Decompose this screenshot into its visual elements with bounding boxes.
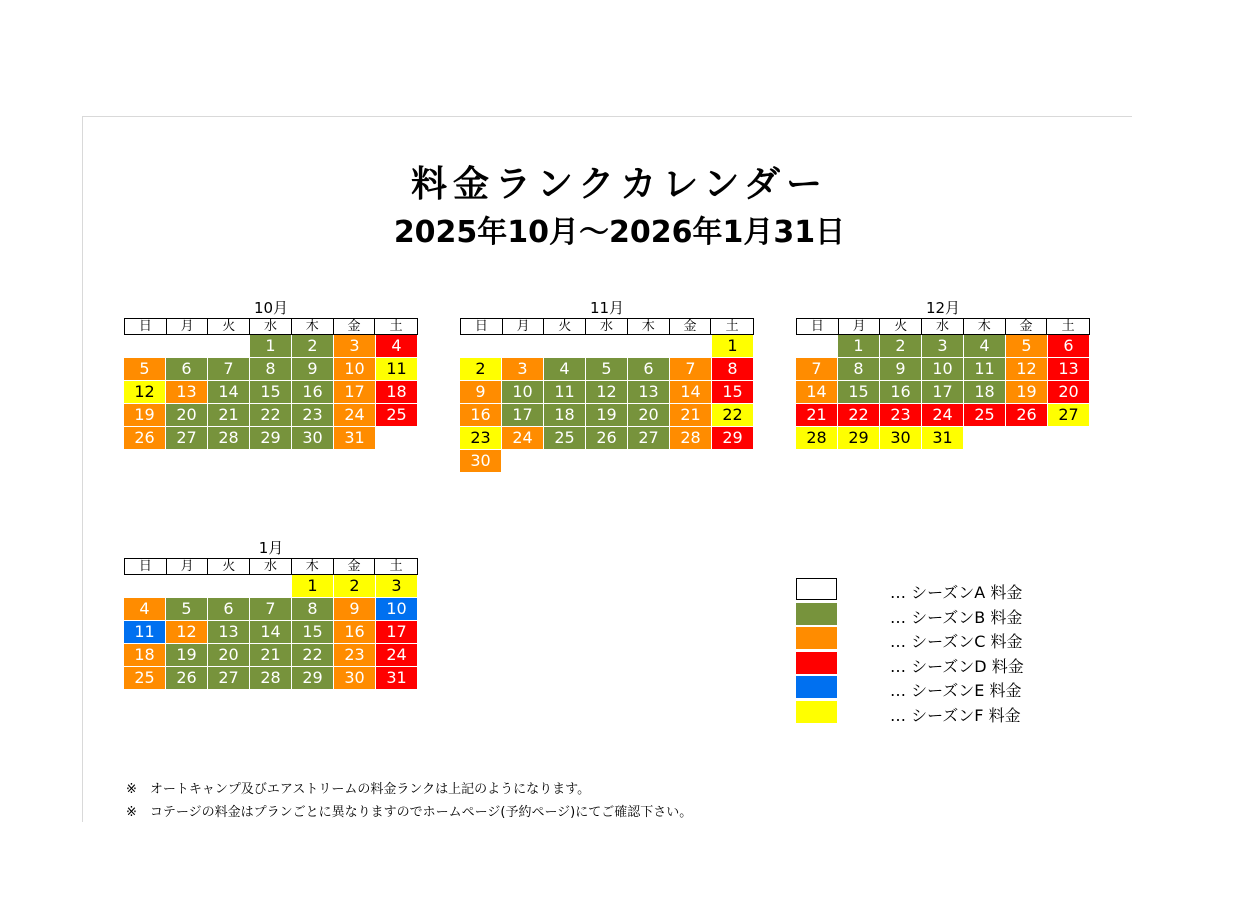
day-cell: 2	[460, 358, 502, 381]
day-cell: 28	[250, 667, 292, 690]
empty-cell	[670, 335, 712, 358]
day-cell: 31	[922, 427, 964, 450]
legend-label: … シーズンF 料金	[890, 705, 1021, 725]
weekday-header-cell: 金	[670, 319, 712, 334]
legend-label: … シーズンB 料金	[890, 607, 1023, 627]
day-cell: 18	[544, 404, 586, 427]
day-cell: 22	[250, 404, 292, 427]
day-cell: 29	[838, 427, 880, 450]
day-cell: 6	[208, 598, 250, 621]
day-cell: 26	[124, 427, 166, 450]
weekday-header	[124, 318, 418, 335]
weekday-header-cell: 土	[389, 559, 403, 574]
page-frame-top	[82, 116, 1132, 117]
empty-cell	[250, 575, 292, 598]
day-cell: 10	[502, 381, 544, 404]
day-cell: 5	[166, 598, 208, 621]
month-label: 11月	[589, 299, 625, 317]
day-cell: 23	[880, 404, 922, 427]
day-cell: 29	[712, 427, 754, 450]
day-cell: 30	[880, 427, 922, 450]
legend-swatch	[796, 701, 837, 723]
day-cell: 27	[628, 427, 670, 450]
weekday-header-cell: 土	[725, 319, 739, 334]
day-cell: 8	[292, 598, 334, 621]
calendar-november	[460, 299, 754, 473]
weekday-header-cell: 月	[839, 319, 881, 334]
day-cell: 5	[586, 358, 628, 381]
day-cell: 8	[712, 358, 754, 381]
day-cell: 20	[208, 644, 250, 667]
calendar-december	[796, 299, 1090, 450]
empty-cell	[208, 575, 250, 598]
day-grid	[124, 335, 418, 450]
day-cell: 23	[334, 644, 376, 667]
page-subtitle: 2025年10月～2026年1月31日	[393, 215, 846, 250]
day-cell: 11	[964, 358, 1006, 381]
day-cell: 5	[124, 358, 166, 381]
day-cell: 16	[334, 621, 376, 644]
day-cell: 23	[460, 427, 502, 450]
day-cell: 3	[376, 575, 418, 598]
day-cell: 7	[208, 358, 250, 381]
day-cell: 25	[544, 427, 586, 450]
day-cell: 30	[334, 667, 376, 690]
day-cell: 7	[670, 358, 712, 381]
day-cell: 29	[292, 667, 334, 690]
day-cell: 28	[208, 427, 250, 450]
weekday-header-cell: 水	[250, 559, 292, 574]
weekday-header-cell: 木	[292, 559, 334, 574]
legend-swatch	[796, 578, 837, 600]
day-cell: 30	[460, 450, 502, 473]
day-cell: 19	[586, 404, 628, 427]
legend-swatch	[796, 652, 837, 674]
day-cell: 27	[166, 427, 208, 450]
day-cell: 13	[628, 381, 670, 404]
day-cell: 14	[208, 381, 250, 404]
day-cell: 16	[460, 404, 502, 427]
day-cell: 17	[502, 404, 544, 427]
weekday-header-cell: 金	[334, 559, 376, 574]
day-cell: 10	[334, 358, 376, 381]
day-cell: 12	[586, 381, 628, 404]
day-cell: 2	[880, 335, 922, 358]
day-cell: 4	[964, 335, 1006, 358]
weekday-header-cell: 金	[334, 319, 376, 334]
day-cell: 6	[1048, 335, 1090, 358]
day-cell: 3	[334, 335, 376, 358]
day-cell: 25	[376, 404, 418, 427]
day-cell: 12	[124, 381, 166, 404]
day-cell: 19	[124, 404, 166, 427]
empty-cell	[208, 335, 250, 358]
day-cell: 21	[796, 404, 838, 427]
empty-cell	[502, 335, 544, 358]
day-cell: 13	[208, 621, 250, 644]
day-cell: 20	[166, 404, 208, 427]
day-grid	[460, 335, 754, 473]
legend-label: … シーズンA 料金	[890, 583, 1023, 602]
empty-cell	[460, 335, 502, 358]
day-cell: 1	[250, 335, 292, 358]
weekday-header-cell: 木	[628, 319, 670, 334]
day-cell: 9	[292, 358, 334, 381]
day-cell: 11	[124, 621, 166, 644]
day-cell: 28	[670, 427, 712, 450]
day-cell: 15	[292, 621, 334, 644]
day-cell: 27	[1048, 404, 1090, 427]
weekday-header-cell: 月	[167, 319, 209, 334]
day-cell: 22	[712, 404, 754, 427]
day-cell: 21	[250, 644, 292, 667]
weekday-header-cell: 金	[1006, 319, 1048, 334]
day-cell: 23	[292, 404, 334, 427]
weekday-header-cell: 日	[797, 319, 839, 334]
empty-cell	[166, 335, 208, 358]
empty-cell	[796, 335, 838, 358]
weekday-header	[460, 318, 754, 335]
day-cell: 18	[376, 381, 418, 404]
day-cell: 10	[922, 358, 964, 381]
day-cell: 24	[334, 404, 376, 427]
day-cell: 20	[628, 404, 670, 427]
weekday-header-cell: 月	[167, 559, 209, 574]
weekday-header-cell: 土	[1061, 319, 1075, 334]
note-autocamp: ※ オートキャンプ及びエアストリームの料金ランクは上記のようになります。	[126, 782, 591, 797]
day-cell: 17	[376, 621, 418, 644]
day-cell: 3	[502, 358, 544, 381]
legend-swatch	[796, 627, 837, 649]
day-cell: 9	[880, 358, 922, 381]
day-cell: 4	[544, 358, 586, 381]
weekday-header-cell: 火	[880, 319, 922, 334]
empty-cell	[586, 335, 628, 358]
day-cell: 27	[208, 667, 250, 690]
weekday-header-cell: 日	[461, 319, 503, 334]
day-cell: 24	[376, 644, 418, 667]
day-cell: 13	[166, 381, 208, 404]
day-cell: 22	[292, 644, 334, 667]
day-cell: 16	[292, 381, 334, 404]
day-cell: 13	[1048, 358, 1090, 381]
day-cell: 6	[628, 358, 670, 381]
legend-label: … シーズンD 料金	[890, 656, 1024, 676]
weekday-header-cell: 水	[586, 319, 628, 334]
day-cell: 4	[376, 335, 418, 358]
weekday-header-cell: 木	[964, 319, 1006, 334]
day-cell: 26	[586, 427, 628, 450]
day-cell: 10	[376, 598, 418, 621]
day-cell: 14	[250, 621, 292, 644]
day-cell: 11	[544, 381, 586, 404]
day-cell: 4	[124, 598, 166, 621]
day-cell: 21	[670, 404, 712, 427]
empty-cell	[628, 335, 670, 358]
day-cell: 28	[796, 427, 838, 450]
weekday-header-cell: 火	[208, 319, 250, 334]
month-label: 1月	[258, 539, 284, 557]
empty-cell	[544, 335, 586, 358]
day-cell: 25	[124, 667, 166, 690]
weekday-header-cell: 月	[503, 319, 545, 334]
day-cell: 25	[964, 404, 1006, 427]
month-label: 10月	[253, 299, 289, 317]
day-cell: 19	[1006, 381, 1048, 404]
day-cell: 2	[334, 575, 376, 598]
legend-label: … シーズンE 料金	[890, 681, 1022, 701]
weekday-header	[796, 318, 1090, 335]
weekday-header	[124, 558, 418, 575]
legend-swatch	[796, 676, 837, 698]
day-cell: 8	[838, 358, 880, 381]
weekday-header-cell: 火	[208, 559, 250, 574]
day-cell: 20	[1048, 381, 1090, 404]
day-cell: 1	[292, 575, 334, 598]
day-cell: 7	[796, 358, 838, 381]
weekday-header-cell: 木	[292, 319, 334, 334]
calendar-january	[124, 539, 418, 690]
day-cell: 9	[334, 598, 376, 621]
day-grid	[124, 575, 418, 690]
day-cell: 8	[250, 358, 292, 381]
day-cell: 24	[502, 427, 544, 450]
day-cell: 14	[796, 381, 838, 404]
day-cell: 31	[334, 427, 376, 450]
day-cell: 14	[670, 381, 712, 404]
day-cell: 12	[166, 621, 208, 644]
day-cell: 5	[1006, 335, 1048, 358]
day-cell: 30	[292, 427, 334, 450]
day-cell: 21	[208, 404, 250, 427]
empty-cell	[124, 335, 166, 358]
day-cell: 12	[1006, 358, 1048, 381]
month-label: 12月	[925, 299, 961, 317]
day-cell: 2	[292, 335, 334, 358]
weekday-header-cell: 日	[125, 319, 167, 334]
day-cell: 18	[124, 644, 166, 667]
day-cell: 15	[712, 381, 754, 404]
day-cell: 1	[838, 335, 880, 358]
day-cell: 15	[250, 381, 292, 404]
day-cell: 26	[166, 667, 208, 690]
weekday-header-cell: 火	[544, 319, 586, 334]
day-cell: 16	[880, 381, 922, 404]
weekday-header-cell: 土	[389, 319, 403, 334]
legend-swatch	[796, 603, 837, 625]
legend-label: … シーズンC 料金	[890, 632, 1023, 652]
day-cell: 26	[1006, 404, 1048, 427]
day-cell: 6	[166, 358, 208, 381]
day-cell: 15	[838, 381, 880, 404]
empty-cell	[124, 575, 166, 598]
day-cell: 31	[376, 667, 418, 690]
weekday-header-cell: 水	[922, 319, 964, 334]
page-title: 料金ランクカレンダー	[411, 164, 828, 205]
calendar-october	[124, 299, 418, 450]
day-cell: 9	[460, 381, 502, 404]
day-cell: 24	[922, 404, 964, 427]
day-cell: 17	[922, 381, 964, 404]
day-cell: 3	[922, 335, 964, 358]
day-cell: 7	[250, 598, 292, 621]
day-cell: 17	[334, 381, 376, 404]
weekday-header-cell: 日	[125, 559, 167, 574]
empty-cell	[166, 575, 208, 598]
note-cottage: ※ コテージの料金はプランごとに異なりますのでホームページ(予約ページ)にてご確認下さい。	[126, 805, 693, 820]
day-grid	[796, 335, 1090, 450]
weekday-header-cell: 水	[250, 319, 292, 334]
day-cell: 22	[838, 404, 880, 427]
day-cell: 19	[166, 644, 208, 667]
day-cell: 18	[964, 381, 1006, 404]
day-cell: 1	[712, 335, 754, 358]
day-cell: 11	[376, 358, 418, 381]
day-cell: 29	[250, 427, 292, 450]
